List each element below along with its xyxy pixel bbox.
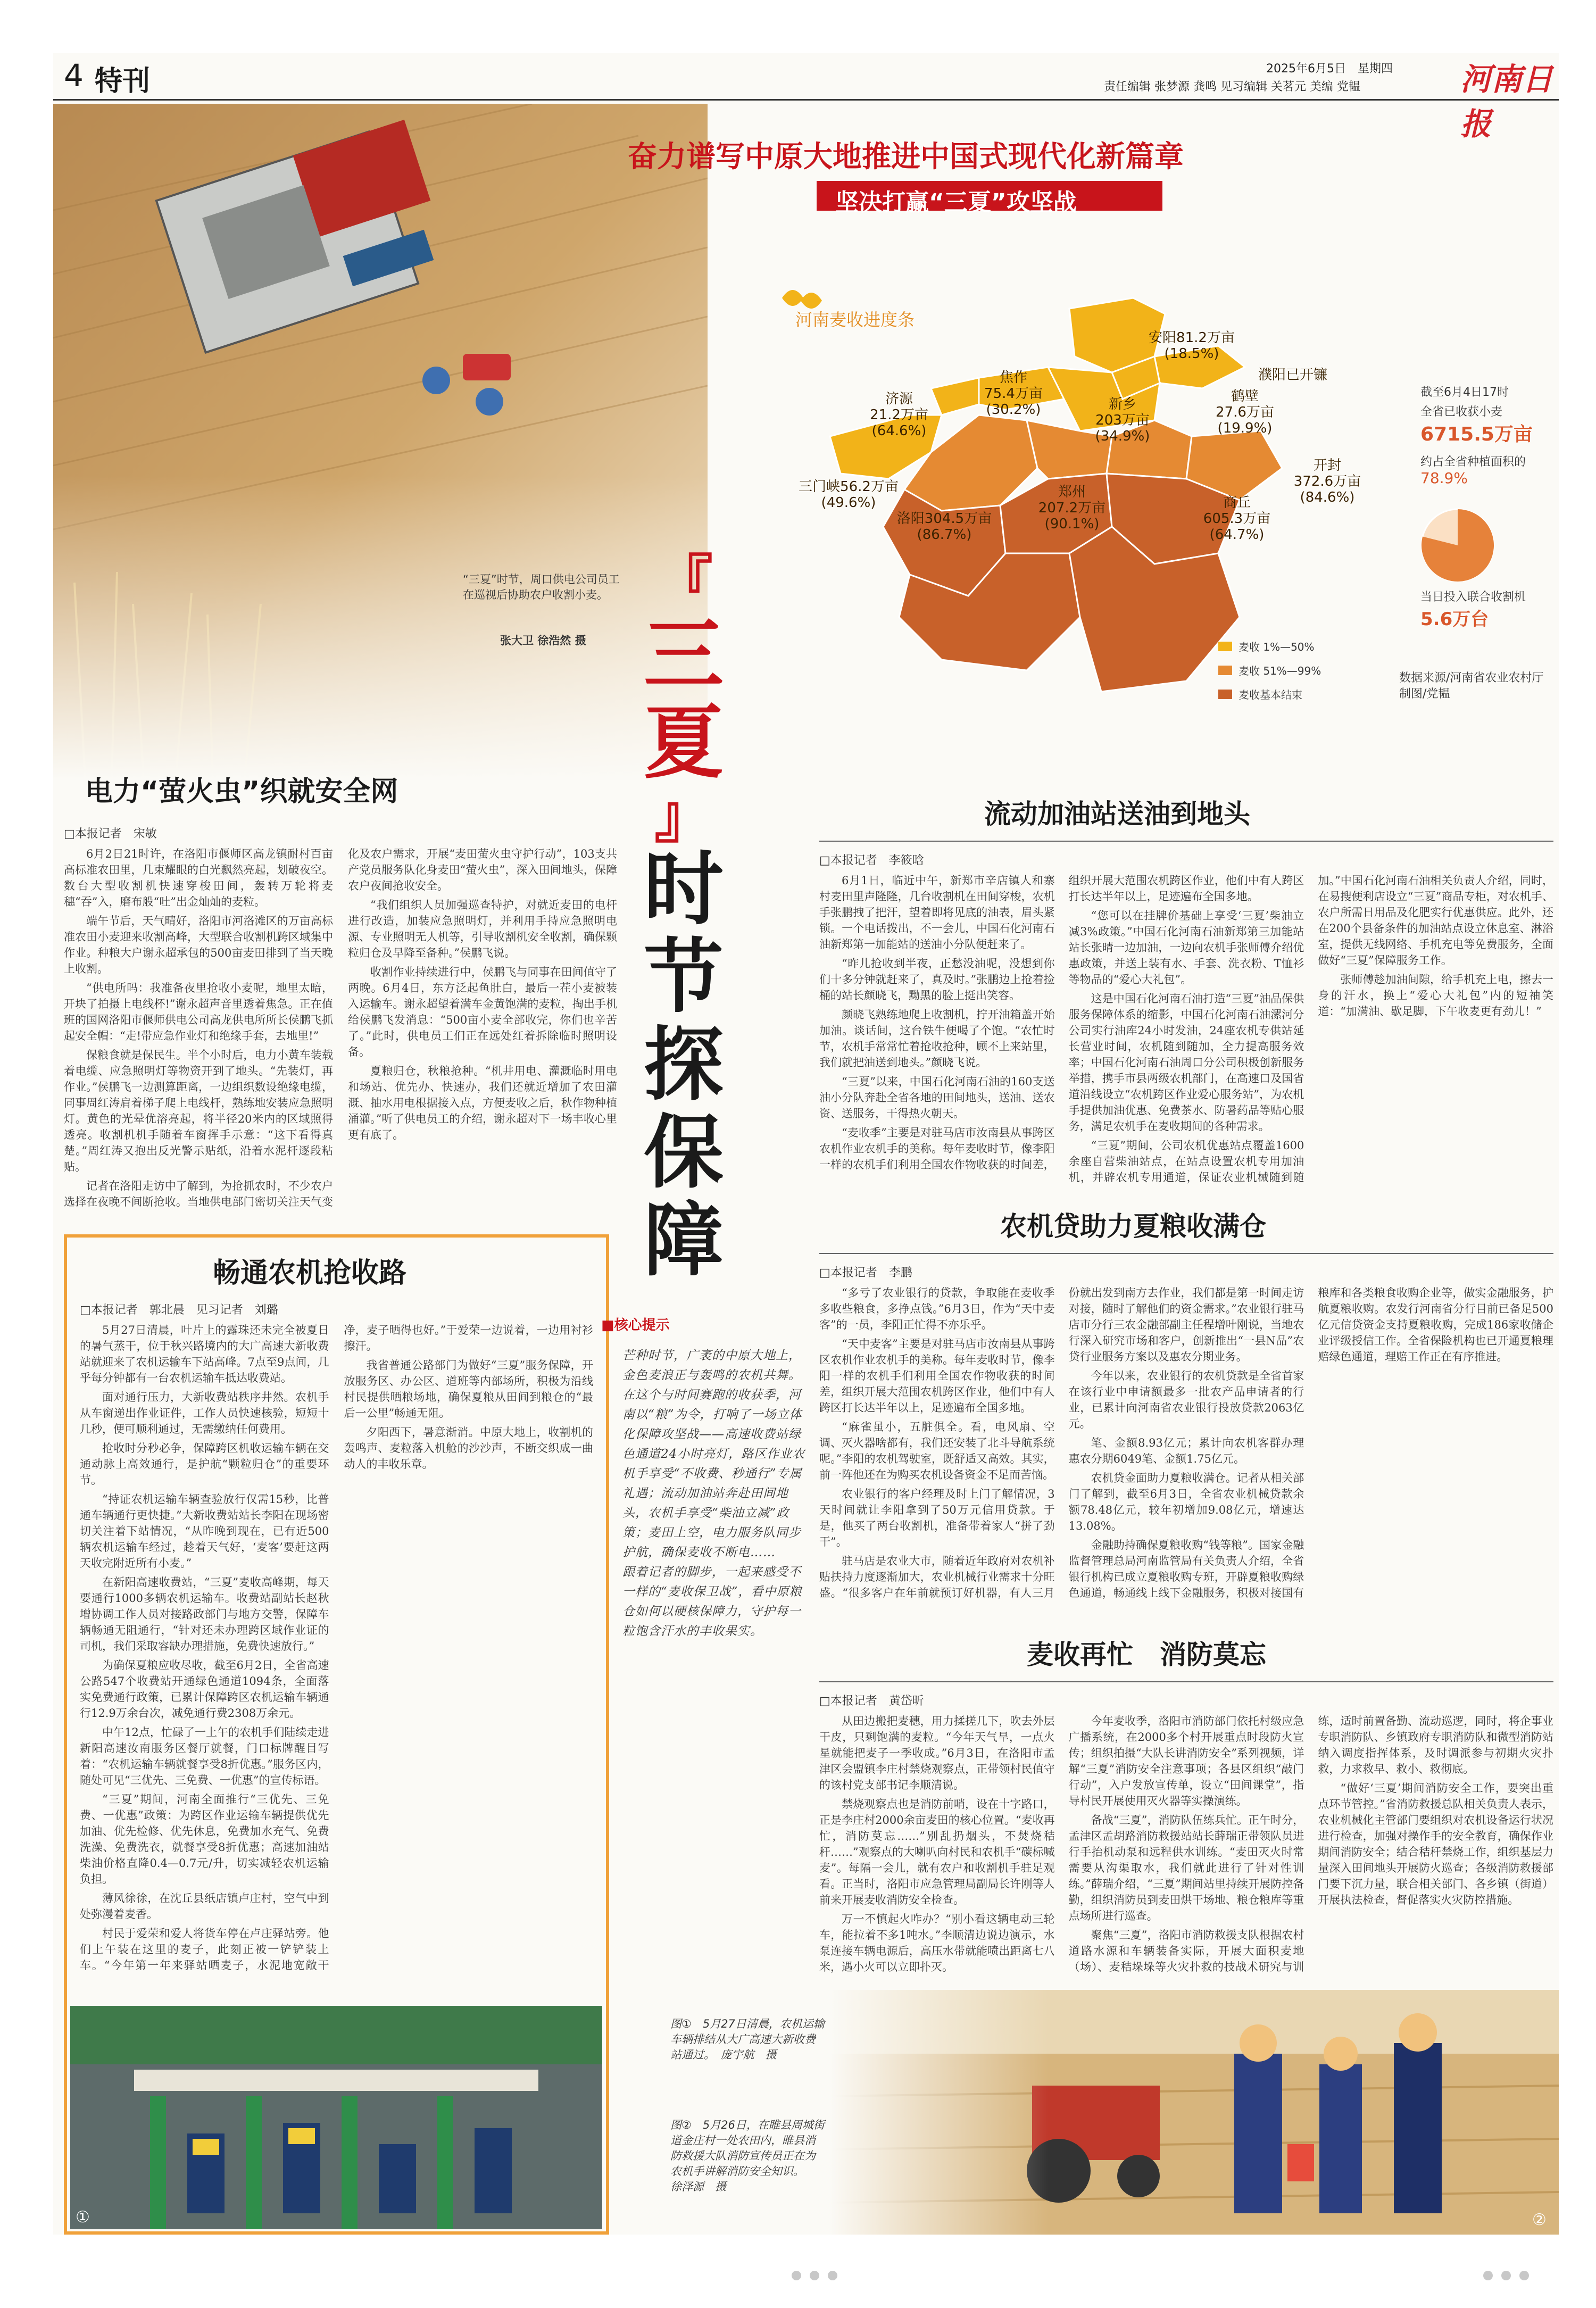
fire-safety-photo <box>830 1990 1559 2235</box>
paragraph: 为确保夏粮应收尽收，截至6月2日，全省高速公路547个收费站开通绿色通道1094条，全面落实免费通行政策，已累计保障跨区农机运输车辆通行12.9万余台次，减免通行费2308万余元。 <box>80 1659 329 1720</box>
map-label-hebi: 鹤壁 27.6万亩 (19.9%) <box>1216 388 1274 436</box>
article-title-firefly: 电力“萤火虫”织就安全网 <box>85 776 398 808</box>
article-body-fuel <box>819 873 1553 1186</box>
map-label-jiaozuo: 焦作 75.4万亩 (30.2%) <box>984 370 1043 418</box>
top-photo-credit: 张大卫 徐浩然 摄 <box>500 634 586 647</box>
loan-title-rule <box>819 1253 1553 1254</box>
article-title-loan: 农机贷助力夏粮收满仓 <box>1000 1211 1266 1242</box>
paragraph: 农业银行的客户经理及时上门了解情况，3天时间就让李阳拿到了50万元信用贷款。于是，他买了两台收割机，准备带着家人“拼了劲干”。 <box>819 1488 1055 1548</box>
paragraph: 夕阳西下，暑意渐消。中原大地上，收割机的轰鸣声、麦粒落入机舱的沙沙声，不断交织成一曲动人的丰收乐章。 <box>344 1426 593 1471</box>
harvest-progress-map <box>750 277 1559 756</box>
legend-swatch <box>1218 690 1232 699</box>
paragraph: 农机贷金面助力夏粮收满仓。记者从相关部门了解到，截至6月3日，全省农业机械贷款余额78.48亿元，较年初增加9.08亿元，增速达13.08%。 <box>1068 1472 1304 1532</box>
fuel-title-rule <box>819 841 1553 842</box>
banner-title: 奋力谱写中原大地推进中国式现代化新篇章 <box>628 139 1184 173</box>
paragraph: 聚焦“三夏”，洛阳市消防救援支队根据农村道路水源和车辆装备实际，开展大面积麦地（场）、麦秸垛垛等火灾扑救的技战术研究与训练，适时前置备勤、流动巡逻，同时，将企事业专职消防队、乡镇政府专职消防队和微型消防站纳入调度指挥体系，及时调派参与初期火灾扑救，力求救早、救小、救彻底。 <box>1068 1715 1553 1973</box>
article-title-highway: 畅通农机抢收路 <box>213 1257 407 1289</box>
paragraph: 6月1日，临近中午，新郑市辛店镇人和寨村麦田里声隆隆，几台收割机在田间穿梭，农机手张鹏拽了把汗，望着即将见底的油表，眉头紧锁。一个电话拨出，不一会儿，中国石化河南石油新郑第一加能站的送油小分队便赶来了。 <box>819 874 1055 951</box>
paragraph: 张师傅趁加油间隙，给手机充上电，擦去一身的汗水，换上“爱心大礼包”内的短袖笑道：“加满油、歇足脚，下午收麦更有劲儿！” <box>1318 973 1553 1018</box>
paragraph: 5月27日清晨，叶片上的露珠还未完全被夏日的暑气蒸干，位于秋兴路境内的大广高速大新收费站就迎来了农机运输车下站高峰。7点至9点间，几乎每分钟都有一台农机运输车抵达收费站。 <box>80 1324 329 1384</box>
page-dot[interactable] <box>828 2271 837 2280</box>
stats-panel <box>1420 383 1548 630</box>
paragraph: “持证农机运输车辆查验放行仅需15秒，比普通车辆通行更快捷。”大新收费站站长李阳在现场密切关注着下站情况，“从昨晚到现在，已有近500辆农机运输车经过，趁着天气好，‘麦客’要赶这两天收完附近所有小麦。” <box>80 1493 329 1570</box>
paragraph: 6月2日21时许，在洛阳市偃师区高龙镇耐村百亩高标准农田里，几束耀眼的白光飘然亮起，划破夜空。数台大型收割机快速穿梭田间，轰转万轮将麦穗“吞”入，磨布般“吐”出金灿灿的麦粒。 <box>64 848 333 908</box>
paragraph: “三夏”期间，河南全面推行“三优先、三免费、一优惠”政策：为跨区作业运输车辆提供优先加油、优先检修、优先休息，免费加水充气、免费洗澡、免费洗衣，就餐享受8折优惠；高速加油站柴油价格直降0.4—0.7元/升，切实减轻农机运输负担。 <box>80 1793 329 1886</box>
article-title-fire: 麦收再忙 消防莫忘 <box>1027 1639 1266 1670</box>
map-label-luoyang: 洛阳304.5万亩 (86.7%) <box>896 511 992 543</box>
paragraph: 禁烧观察点也是消防前哨，设在十字路口，正是李庄村2000余亩麦田的核心位置。“麦收再忙，消防莫忘……”别乱扔烟头，不焚烧秸秆……”观察点的大喇叭向村民和农机手“碳标喊麦”。每隔一会儿，就有农户和收割机手驻足观看。正当时，洛阳市应急管理局副局长许刚等人前来开展麦收消防安全检查。 <box>819 1798 1055 1906</box>
stats-share-label: 约占全省种植面积的 <box>1420 455 1526 469</box>
paragraph: “我们组织人员加强巡查特护，对就近麦田的电杆进行改造，加装应急照明灯，并利用手持应急照明电源、专业照明无人机等，引导收割机安全收割，确保颗粒归仓及早降至备种。”侯鹏飞说。 <box>348 899 617 959</box>
paragraph: 备战“三夏”，消防队伍练兵忙。正午时分，孟津区孟胡路消防救援站站长薛瑞正带领队员进行手抬机动泵和远程供水训练。“麦田灭火时常需要从沟渠取水，我们就此进行了针对性训练。”薛瑞介绍，“三夏”期间站里持续开展防控备勤，组织消防员到麦田烘干场地、粮仓粮库等重点场所进行巡查。 <box>1068 1814 1304 1922</box>
article-body-fire <box>819 1713 1553 1990</box>
legend-item-low: 麦收 1%—50% <box>1218 638 1321 654</box>
map-title: 河南麦收进度条 <box>795 310 915 330</box>
legend-swatch <box>1218 666 1232 675</box>
article-body-highway <box>80 1322 593 1998</box>
paragraph: 今年以来，农业银行的农机贷款是全省首家在该行业中申请额最多一批农产品申请者的行业，已累计向河南省农业银行投放贷款2063亿元。 <box>1068 1369 1304 1430</box>
commentary-label: ■核心提示 <box>601 1317 670 1333</box>
section-name: 特刊 <box>95 65 151 97</box>
paragraph: 村民于爱荣和爱人将货车停在卢庄驿站旁。他们上午装在这里的麦子，此刻正被一铲铲装上车。“今年第一年来驿站晒麦子，水泥地宽敞干净，麦子晒得也好。”于爱荣一边说着，一边用衬衫擦汗。 <box>80 1324 593 1972</box>
toll-station-illustration <box>70 2006 602 2229</box>
photo-mark-2: ② <box>1532 2211 1547 2229</box>
page-dots-right[interactable] <box>1479 2271 1533 2282</box>
map-label-shangqiu: 商丘 605.3万亩 (64.7%) <box>1203 495 1271 543</box>
map-label-zhengzhou: 郑州 207.2万亩 (90.1%) <box>1038 484 1106 532</box>
newspaper-page <box>53 53 1559 2235</box>
paragraph: 我省普通公路部门为做好“三夏”服务保障，开放服务区、办公区、道班等内部场所，积极为沿线村民提供晒粮场地，确保夏粮从田间到粮仓的“最后一公里”畅通无阻。 <box>344 1359 593 1419</box>
article-byline-loan: □本报记者 李鹏 <box>819 1266 912 1280</box>
vertical-title-char: 节 <box>643 931 724 1024</box>
paragraph: 金融助持确保夏粮收购“钱等粮”。国家金融监督管理总局河南监管局有关负责人介绍，全省银行机构已成立夏粮收购专班，开辟夏粮收购绿色通道，畅通线上线下金融服务，积极对接国有粮库和各类粮食收购企业等，做实金融服务，护航夏粮收购。农发行河南省分行目前已备足500亿元信贷资金支持夏粮收购，完成186家收储企业评级授信工作。全省保险机构也已开通夏粮理赔绿色通道，理赔工作正在有序推进。 <box>1068 1286 1553 1599</box>
stats-machines-value: 5.6万台 <box>1420 609 1489 630</box>
vertical-title-char: 障 <box>643 1194 724 1287</box>
page-dot[interactable] <box>1519 2271 1529 2280</box>
page-number: 4 <box>64 57 84 94</box>
paragraph: 端午节后，天气晴好，洛阳市河洛滩区的万亩高标准农田小麦迎来收割高峰，大型联合收割机跨区域集中作业。种粮大户谢永超承包的500亩麦田排到了当天晚上收割。 <box>64 915 333 975</box>
page-dots-left[interactable] <box>787 2271 842 2282</box>
paragraph: 这是中国石化河南石油打造“三夏”油品保供服务保障体系的缩影，中国石化河南石油漯河分公司实行油库24小时发油，24座农机专供站延长营业时间，农机随到随加，全力提高服务效率；中国石化河南石油周口分公司积极创新服务举措，携手市县两级农机部门，在高速口及国省道沿线设立“农机跨区作业爱心服务站”，为农机手提供加油优惠、免费茶水、防暑药品等贴心服务，满足农机手在麦收期间的各种需求。 <box>1068 992 1304 1133</box>
article-byline-fire: □本报记者 黄岱昕 <box>819 1695 924 1708</box>
paragraph: 夏粮归仓，秋粮抢种。“机井用电、灌溉临时用电和场站、优先办、快速办，我们还就近增加了农田灌溉、抽水用电根据接入点，方便麦收之后，秋作物种植涌灌。”听了供电员工的介绍，谢永超对下一场丰收心里更有底了。 <box>348 1065 617 1141</box>
paragraph: 今年麦收季，洛阳市消防部门依托村级应急广播系统，在2000多个村开展重点时段防火宣传；组织拍摄“大队长讲消防安全”系列视频，详解“三夏”消防安全注意事项；各县区组织“敲门行动”，入户发放宣传单，设立“田间课堂”，指导村民开展使用灭火器等实操演练。 <box>1068 1715 1304 1807</box>
harvest-photo-illustration <box>53 104 708 779</box>
vertical-title-char: 夏 <box>643 697 724 790</box>
paragraph: “麦收季”主要是对驻马店市汝南县从事跨区农机作业农机手的美称。每年麦收时节，像李阳一样的农机手们利用全国农作物收获的时间差，组织开展大范围农机跨区作业，他们中有人跨区打长达半年以上，足迹遍布全国多地。 <box>819 874 1304 1171</box>
legend-item-done: 麦收基本结束 <box>1218 686 1321 702</box>
newspaper-logo: 河南日报 <box>1460 61 1553 142</box>
vertical-title-char: 时 <box>643 843 724 936</box>
paragraph: 中午12点，忙碌了一上午的农机手们陆续走进新阳高速汝南服务区餐厅就餐，门口标牌醒目写着：“农机运输车辆就餐享受8折优惠。”服务区内，随处可见“三优先、三免费、一优惠”的宣传标语。 <box>80 1726 329 1787</box>
photo1-caption: 图① 5月27日清晨，农机运输车辆排结从大广高速大新收费站通过。 庞宇航 摄 <box>670 2018 825 2061</box>
stats-machines-label: 当日投入联合收割机 <box>1420 591 1526 604</box>
article-byline-fuel: □本报记者 李筱晗 <box>819 854 924 867</box>
vertical-title-char: 三 <box>643 609 724 702</box>
paragraph: 保粮食就是保民生。半个小时后，电力小黄车装载着电缆、应急照明灯等物资开到了地头。“先装灯，再作业。”侯鹏飞一边测算距离，一边组织数设绝缘电缆，同事周红涛肩着梯子爬上电线杆，熟练地安装应急照明灯。黄色的光晕优溶亮起，将半径20米内的区域照得透亮。收割机机手随着车窗挥手示意：“这下看得真楚。”周红涛又抱出反光警示贴纸，沿着水泥杆逐段粘贴。 <box>64 1049 333 1173</box>
paragraph: “您可以在挂牌价基础上享受‘三夏’柴油立减3%政策。”中国石化河南石油新郑第三加能站站长张晴一边加油，一边向农机手张师傅介绍优惠政策，并送上装有水、手套、洗衣粉、T恤衫等物品的“爱心大礼包”。 <box>1068 909 1304 986</box>
top-photo-caption: “三夏”时节，周口供电公司员工在巡视后协助农户收割小麦。 <box>463 573 620 601</box>
stats-share-value: 78.9% <box>1420 469 1468 487</box>
map-legend <box>1218 638 1321 710</box>
paragraph: 从田边搬把麦穗，用力揉搓几下，吹去外层干皮，只剩饱满的麦粒。“今年天气旱，一点火星就能把麦子一季收成。”6月3日，在洛阳市孟津区会盟镇李庄村禁烧观察点，正带领村民值守的该村党支部书记李顺清说。 <box>819 1715 1055 1791</box>
vertical-title-open-quote: 『 <box>654 549 713 617</box>
top-harvest-photo <box>53 104 708 779</box>
paragraph: 面对通行压力，大新收费站秩序井然。农机手从车窗递出作业证件，工作人员快速核验，短短十几秒，便可顺利通过，无需缴纳任何费用。 <box>80 1391 329 1435</box>
paragraph: 抢收时分秒必争，保障跨区机收运输车辆在交通动脉上高效通行，是护航“颗粒归仓”的重要环节。 <box>80 1442 329 1487</box>
legend-item-mid: 麦收 51%—99% <box>1218 662 1321 678</box>
legend-swatch <box>1218 642 1232 651</box>
page-header <box>53 53 1559 142</box>
page-dot[interactable] <box>1483 2271 1493 2280</box>
paragraph: “天中麦客”主要是对驻马店市汝南县从事跨区农机作业农机手的美称。每年麦收时节，像李阳一样的农机手们利用全国农作物收获的时间差，组织开展大范围农机跨区作业，他们中有人跨区打长达半年以上，足迹遍布全国多地。 <box>819 1338 1055 1414</box>
paragraph: 薄风徐徐，在沈丘县纸店镇卢庄村，空气中到处弥漫着麦香。 <box>80 1892 329 1921</box>
paragraph: “麻雀虽小，五脏俱全。看，电风扇、空调、灭火器啥都有，我们还安装了北斗导航系统呢。”李阳的农机驾驶室，既舒适又高效。其实，前一阵他还在为购买农机设备资金不足而苦恼。 <box>819 1421 1055 1481</box>
map-source: 数据来源/河南省农业农村厅 制图/党韫 <box>1399 671 1544 701</box>
header-rule <box>53 99 1559 101</box>
paragraph: “做好‘三夏’期间消防安全工作，要突出重点环节管控。”省消防救援总队相关负责人表示，农业机械化主管部门要组织对农机设备运行状况进行检查，加强对操作手的安全教育，确保作业期间消防安全；结合秸秆禁烧工作，组织基层力量深入田间地头开展防火巡查；各级消防救援部门要下沉力量，联合相关部门、各乡镇（街道）开展执法检查，督促落实火灾防控措施。 <box>1318 1782 1553 1906</box>
stats-deadline: 截至6月4日17时 <box>1420 386 1509 399</box>
vertical-section-title <box>628 549 739 1287</box>
paragraph: “三夏”以来，中国石化河南石油的160支送油小分队奔赴全省各地的田间地头，送油、送农资、送服务，干得热火朝天。 <box>819 1075 1055 1120</box>
stats-harvested-value: 6715.5万亩 <box>1420 424 1533 445</box>
banner-subtitle: 坚决打赢“三夏”攻坚战 <box>835 189 1077 216</box>
paragraph: 颜晓飞熟练地爬上收割机，拧开油箱盖开始加油。谈话间，这台铁牛便喝了个饱。“农忙时节，农机手常常忙着抢收抢种，顾不上来站里，我们就把油送到地头。”颜晓飞说。 <box>819 1008 1055 1069</box>
map-label-puyang: 濮阳已开镰 <box>1258 367 1328 383</box>
paragraph: 万一不慎起火咋办？“别小看这辆电动三轮车，能拉着不多1吨水。”李顺清边说边演示，水泵连接车辆电源后，高压水带就能喷出距离七八米，遇小火可以立即扑灭。 <box>819 1913 1055 1973</box>
photo2-caption: 图② 5月26日，在睢县周城街道金庄村一处农田内，睢县消防救援大队消防宣传员正在为农机手讲解消防安全知识。 徐泽源 摄 <box>670 2119 825 2193</box>
vertical-title-char: 保 <box>643 1107 724 1199</box>
date-line: 2025年6月5日 星期四 <box>1266 62 1393 76</box>
article-body-loan <box>819 1285 1553 1615</box>
map-label-sanmenxia: 三门峡56.2万亩 (49.6%) <box>799 479 899 511</box>
map-label-jiyuan: 济源 21.2万亩 (64.6%) <box>870 391 928 439</box>
article-byline-firefly: □本报记者 宋敏 <box>64 827 157 841</box>
toll-station-photo <box>70 2006 602 2229</box>
vertical-title-char: 探 <box>643 1019 724 1111</box>
paragraph: “三夏”期间，公司农机优惠站点覆盖1600余座自营柴油站点，在站点设置农机专用加油机，并辟农机专用通道，保证农业机械随到随加。”中国石化河南石油相关负责人介绍，同时，在易搜便利店设立“三夏”商品专柜，对农机手、农户所需日用品及化肥实行优惠供应。此外，还在200个县备条件的加油站点设立休息室、淋浴室，提供无线网络、手机充电等免费服务，全面做好“三夏”保障服务工作。 <box>1068 874 1553 1184</box>
commentary-text: 芒种时节，广袤的中原大地上，金色麦浪正与轰鸣的农机共舞。 在这个与时间赛跑的收获季，河南以“粮”为令，打响了一场立体化保障攻坚战——高速收费站绿色通道24小时亮灯，路区作业农机手享受“不收费、秒通行”专属礼遇；流动加油站奔赴田间地头，农机手享受“柴油立减”政策；麦田上空，电力服务队同步护航，确保麦收不断电…… 跟着记者的脚步，一起来感受不一样的“麦收保卫战”，看中原粮仓如何以硬核保障力，守护每一粒饱含汗水的丰收果实。 <box>622 1349 805 1638</box>
vertical-title-close-quote: 』 <box>654 783 713 851</box>
editors-line: 责任编辑 张梦源 龚鸣 见习编辑 关茗元 美编 党韫 <box>1104 80 1360 94</box>
stats-harvested-label: 全省已收获小麦 <box>1420 405 1503 419</box>
photo-mark-1: ① <box>76 2208 90 2227</box>
paragraph: 笔、金额8.93亿元；累计向农机客群办理惠农分期6049笔、金额1.75亿元。 <box>1068 1437 1304 1465</box>
fire-safety-illustration <box>830 1990 1559 2235</box>
map-label-anyang: 安阳81.2万亩(18.5%) <box>1149 330 1235 362</box>
paragraph: “供电所吗：我准备夜里抢收小麦呢，地里太暗，开块了拍摄上电线杯!”谢永超声音里透着焦急。正在值班的国网洛阳市偃师供电公司高龙供电所所长侯鹏飞抓起安全帽：“走!带应急作业灯和绝缘手套，去地里!” <box>64 982 333 1042</box>
page-dot[interactable] <box>792 2271 801 2280</box>
paragraph: “昨儿抢收到半夜，正愁没油呢，没想到你们十多分钟就赶来了，真及时。”张鹏边上抢着捡桶的站长颜晓飞，黝黑的脸上挺出笑容。 <box>819 957 1055 1002</box>
map-title-graphic <box>782 290 822 309</box>
article-body-firefly <box>64 846 617 1218</box>
page-dot[interactable] <box>1501 2271 1511 2280</box>
page-dot[interactable] <box>810 2271 819 2280</box>
paragraph: 驻马店是农业大市，随着近年政府对农机补贴扶持力度逐渐加大，农业机械行业需求十分旺盛。“很多客户在年前就预订好机器，有人三月份就出发到南方去作业，我们都是第一时间走访对接，随时了解他们的资金需求。”农业银行驻马店市分行三农金融部副主任程增叶刚说，当地农行深入研究市场和客户，创新推出“一县N品”农贷行业服务方案以及惠农分期业务。 <box>819 1286 1304 1599</box>
map-label-xinxiang: 新乡 203万亩 (34.9%) <box>1095 396 1150 444</box>
article-title-fuel: 流动加油站送油到地头 <box>984 799 1250 829</box>
article-byline-highway: □本报记者 郭北晨 见习记者 刘璐 <box>80 1304 278 1317</box>
paragraph: “多亏了农业银行的贷款，争取能在麦收季多收些粮食，多挣点钱。”6月3日，作为“天中麦客”的一员，李阳正忙得不亦乐乎。 <box>819 1286 1055 1331</box>
paragraph: 收割作业持续进行中，侯鹏飞与同事在田间值守了两晚。6月4日，东方泛起鱼肚白，最后一茬小麦被装入运输车。谢永超望着满车金黄饱满的麦粒，掏出手机给侯鹏飞发消息：“500亩小麦全部收完，你们也辛苦了。”此时，供电员工们正在远处红着拆除临时照明设备。 <box>348 966 617 1058</box>
paragraph: 记者在洛阳走访中了解到，为抢抓农时，不少农户选择在夜晚不间断抢收。当地供电部门密切关注天气变化及农户需求，开展“麦田萤火虫守护行动”，103支共产党员服务队化身麦田“萤火虫”，深入田间地头，保障农户夜间抢收安全。 <box>64 848 617 1208</box>
fire-title-rule <box>819 1681 1553 1682</box>
map-label-kaifeng: 开封 372.6万亩 (84.6%) <box>1293 458 1361 505</box>
paragraph: 在新阳高速收费站，“三夏”麦收高峰期，每天要通行1000多辆农机运输车。收费站副站长赵秋增协调工作人员对接路政部门与地方交警，保障车辆畅通无阻通行，“针对还未办理跨区域作业证的司机，我们采取容缺办理措施，免费快速放行。” <box>80 1576 329 1653</box>
